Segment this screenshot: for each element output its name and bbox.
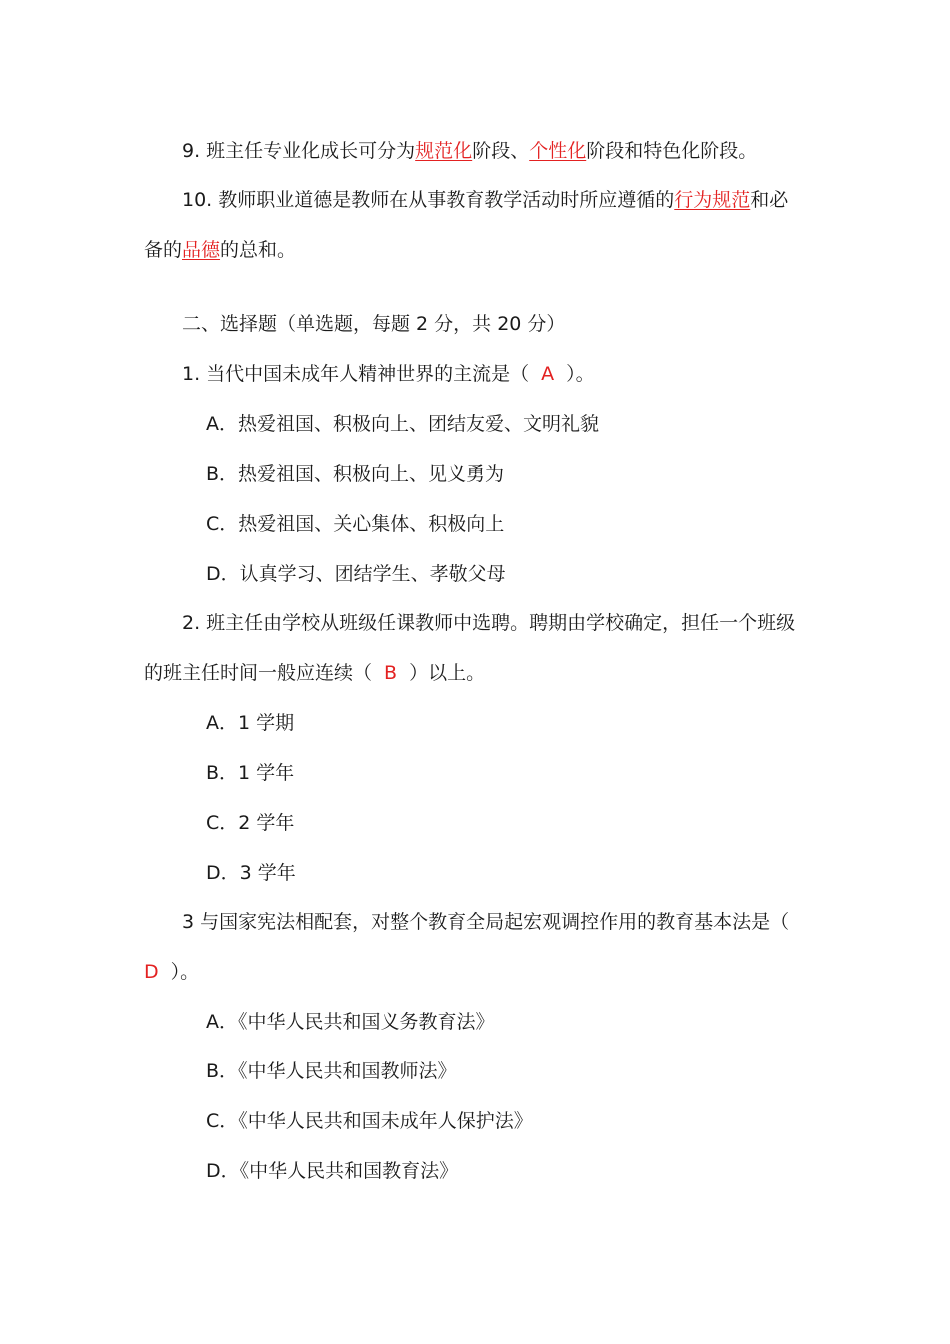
q3-answer: D (144, 961, 159, 983)
q2-option-b: B．1 学年 (206, 762, 295, 784)
q3-stem-after: ）。 (170, 961, 200, 983)
question-1-stem (182, 360, 595, 388)
q9-answer-2: 个性化 (529, 140, 587, 162)
q10-line1-suffix: 和必 (750, 189, 789, 211)
q10-answer-1: 行为规范 (674, 189, 751, 211)
q10-prefix: 10. 教师职业道德是教师在从事教育教学活动时所应遵循的 (182, 189, 675, 211)
question-2-stem-line1: 2. 班主任由学校从班级任课教师中选聘。聘期由学校确定，担任一个班级 (182, 612, 796, 634)
q1-option-b: B．热爱祖国、积极向上、见义勇为 (206, 463, 505, 485)
q3-option-a: A．《中华人民共和国义务教育法》 (206, 1011, 495, 1033)
q1-option-d: D．认真学习、团结学生、孝敬父母 (206, 563, 506, 585)
q1-option-a: A．热爱祖国、积极向上、团结友爱、文明礼貌 (206, 413, 599, 435)
question-2-stem-line2 (144, 659, 485, 687)
q9-answer-1: 规范化 (415, 140, 473, 162)
fill-blank-q10-line1 (182, 186, 788, 214)
q2-option-a: A．1 学期 (206, 712, 295, 734)
q2-stem-before: 的班主任时间一般应连续（ (144, 662, 373, 684)
q1-option-c: C．热爱祖国、关心集体、积极向上 (206, 513, 505, 535)
q1-stem-before: 1. 当代中国未成年人精神世界的主流是（ (182, 363, 530, 385)
q10-line2-suffix: 的总和。 (220, 239, 297, 261)
fill-blank-q10-line2 (144, 236, 296, 264)
q9-prefix: 9. 班主任专业化成长可分为 (182, 140, 416, 162)
fill-blank-q9 (182, 137, 757, 165)
q3-option-b: B．《中华人民共和国教师法》 (206, 1060, 457, 1082)
q9-mid: 阶段、 (472, 140, 530, 162)
question-3-stem-line2 (144, 958, 199, 986)
q10-answer-2: 品德 (182, 239, 221, 261)
q2-option-d: D．3 学年 (206, 862, 296, 884)
q2-stem-after: ）以上。 (409, 662, 486, 684)
q1-stem-after: ）。 (566, 363, 595, 385)
q9-suffix: 阶段和特色化阶段。 (586, 140, 758, 162)
q2-option-c: C．2 学年 (206, 812, 295, 834)
q3-option-c: C．《中华人民共和国未成年人保护法》 (206, 1110, 533, 1132)
q10-line2-prefix: 备的 (144, 239, 183, 261)
q2-answer: B (384, 662, 398, 684)
q3-option-d: D．《中华人民共和国教育法》 (206, 1160, 459, 1182)
question-3-stem-line1: 3 与国家宪法相配套，对整个教育全局起宏观调控作用的教育基本法是（ (182, 911, 790, 933)
section-title: 二、选择题（单选题，每题 2 分，共 20 分） (182, 313, 566, 335)
q1-answer: A (541, 363, 555, 385)
